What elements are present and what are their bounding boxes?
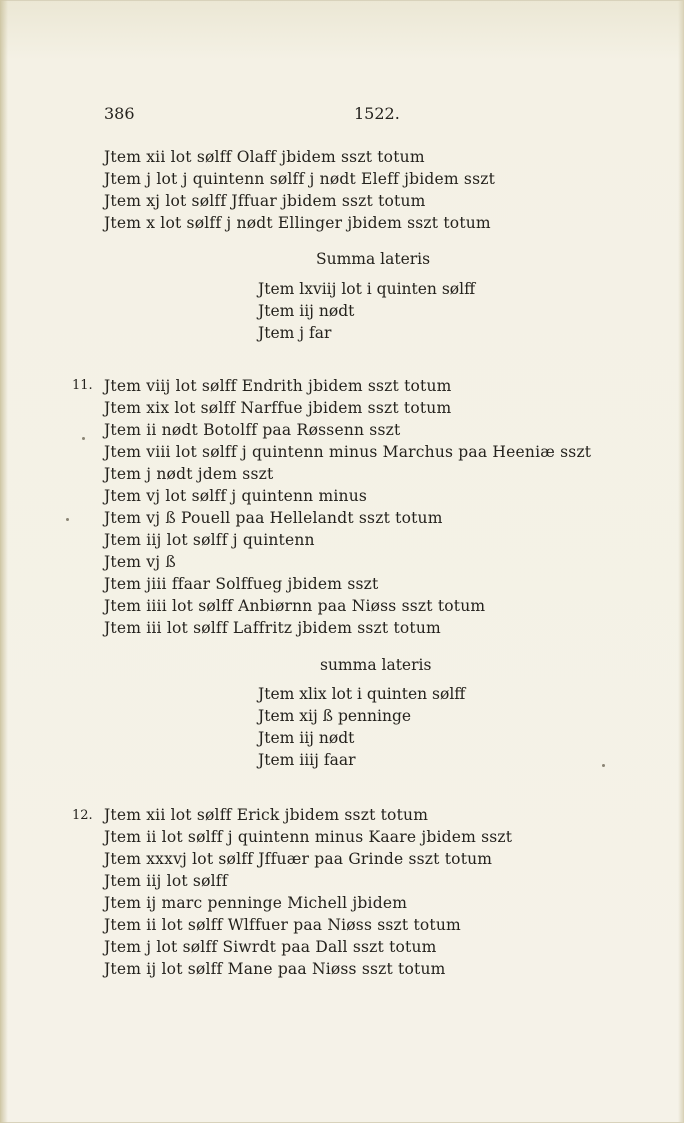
total-line: Jtem xij ß penninge <box>258 707 412 725</box>
text-line: Jtem iij lot sølff <box>104 872 228 890</box>
text-line: Jtem iii lot sølff Laffritz jbidem sszt totum <box>104 619 441 637</box>
text-line: Jtem xii lot sølff Erick jbidem sszt totum <box>104 806 429 824</box>
summa-heading: summa lateris <box>320 656 432 674</box>
page-edge-right <box>678 0 684 1123</box>
text-line: Jtem xj lot sølff Jffuar jbidem sszt totum <box>104 192 426 210</box>
text-line: Jtem iiii lot sølff Anbiørnn paa Niøss sszt totum <box>104 597 486 615</box>
total-line: Jtem iij nødt <box>258 302 355 320</box>
page-year: 1522. <box>354 104 400 123</box>
text-line: Jtem vj ß Pouell paa Hellelandt sszt totum <box>104 509 443 527</box>
text-line: Jtem vj ß <box>104 553 176 571</box>
text-line: Jtem ii lot sølff j quintenn minus Kaare jbidem sszt <box>104 828 513 846</box>
print-speck <box>602 764 605 767</box>
text-line: Jtem j lot sølff Siwrdt paa Dall sszt totum <box>104 938 437 956</box>
text-line: Jtem vj lot sølff j quintenn minus <box>104 487 368 505</box>
text-line: Jtem ii nødt Botolff paa Røssenn sszt <box>104 421 401 439</box>
section-number: 12. <box>72 808 93 823</box>
print-speck <box>82 437 85 440</box>
text-line: Jtem j nødt jdem sszt <box>104 465 274 483</box>
text-line: Jtem ii lot sølff Wlffuer paa Niøss sszt totum <box>104 916 461 934</box>
page-header <box>104 104 624 126</box>
total-line: Jtem iiij faar <box>258 751 356 769</box>
text-line: Jtem xix lot sølff Narffue jbidem sszt totum <box>104 399 452 417</box>
total-line: Jtem j far <box>258 324 332 342</box>
text-line: Jtem j lot j quintenn sølff j nødt Eleff jbidem sszt <box>104 170 496 188</box>
text-line: Jtem ij marc penninge Michell jbidem <box>104 894 408 912</box>
print-speck <box>66 518 69 521</box>
text-line: Jtem viii lot sølff j quintenn minus Marchus paa Heeniæ sszt <box>104 443 592 461</box>
total-line: Jtem iij nødt <box>258 729 355 747</box>
text-line: Jtem xii lot sølff Olaff jbidem sszt totum <box>104 148 425 166</box>
text-line: Jtem ij lot sølff Mane paa Niøss sszt totum <box>104 960 446 978</box>
text-line: Jtem iij lot sølff j quintenn <box>104 531 315 549</box>
total-line: Jtem lxviij lot i quinten sølff <box>258 280 476 298</box>
text-line: Jtem x lot sølff j nødt Ellinger jbidem sszt totum <box>104 214 491 232</box>
section-number: 11. <box>72 378 93 393</box>
page-number: 386 <box>104 104 135 123</box>
summa-heading: Summa lateris <box>316 250 431 268</box>
page-edge-left <box>0 0 8 1123</box>
text-line: Jtem jiii ffaar Solffueg jbidem sszt <box>104 575 379 593</box>
text-line: Jtem viij lot sølff Endrith jbidem sszt totum <box>104 377 452 395</box>
text-line: Jtem xxxvj lot sølff Jffuær paa Grinde sszt totum <box>104 850 493 868</box>
total-line: Jtem xlix lot i quinten sølff <box>258 685 466 703</box>
